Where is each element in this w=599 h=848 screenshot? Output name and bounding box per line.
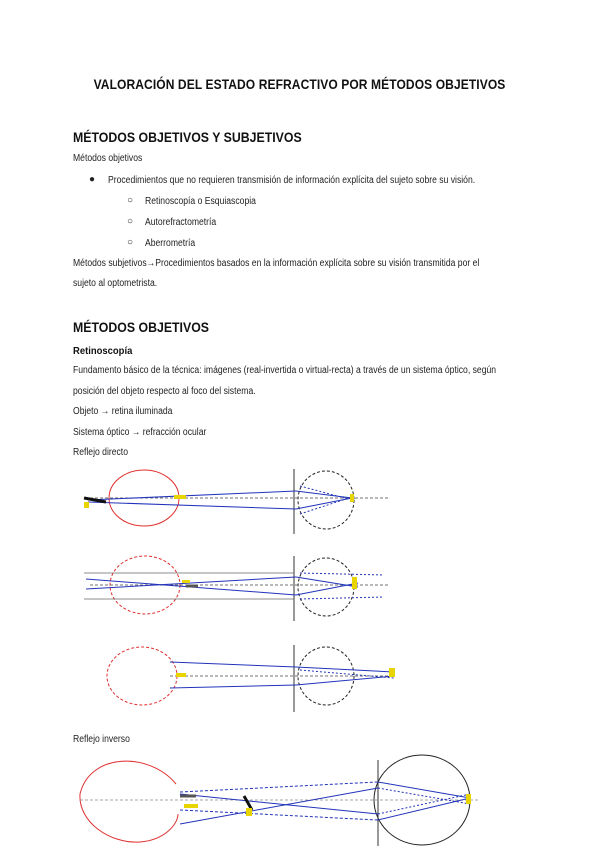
diagram-reflejo-directo-1: [0, 464, 599, 536]
sub-bullet-circle-icon: ○: [127, 216, 134, 227]
ray: [378, 798, 470, 820]
text-fundamento-line1: Fundamento básico de la técnica: imágenes (real-invertida o virtual-recta) a través de un sistema óptico, según: [73, 365, 497, 376]
subitem-aberrometria: Aberrometría: [145, 238, 196, 249]
text-objeto: Objeto → retina iluminada: [73, 406, 173, 417]
ray: [180, 794, 378, 814]
section-heading-metodos-objetivos: MÉTODOS OBJETIVOS: [73, 319, 210, 335]
paragraph-subjetivos-line2: sujeto al optometrista.: [73, 278, 158, 289]
patient-eye: [80, 761, 178, 842]
ray: [88, 502, 296, 509]
ray: [88, 491, 296, 500]
ray: [300, 597, 384, 599]
ray: [180, 782, 378, 792]
diagram-reflejo-inverso: [0, 752, 599, 848]
section-heading-objetivos-subjetivos: MÉTODOS OBJETIVOS Y SUBJETIVOS: [73, 129, 302, 145]
bullet-dot-icon: ●: [89, 174, 96, 185]
light-source-icon: [176, 673, 186, 677]
patient-eye: [107, 647, 177, 705]
paragraph-subjetivos-line1: Métodos subjetivos→Procedimientos basados en la información explícita sobre su visión transmitida por el: [73, 258, 480, 269]
ray: [378, 794, 470, 814]
light-source-icon: [466, 794, 471, 804]
bullet-procedimientos: Procedimientos que no requieren transmisión de información explícita del sujeto sobre su visión.: [108, 175, 476, 186]
label-reflejo-directo: Reflejo directo: [73, 447, 128, 458]
ray: [170, 662, 296, 667]
sub-bullet-circle-icon: ○: [127, 237, 134, 248]
page-title: VALORACIÓN DEL ESTADO REFRACTIVO POR MÉTODOS OBJETIVOS: [93, 76, 506, 92]
ray: [296, 667, 394, 672]
subheading-retinoscopia: Retinoscopía: [73, 345, 133, 357]
ray: [296, 676, 394, 685]
label-metodos-objetivos: Métodos objetivos: [73, 153, 143, 164]
light-source-icon: [184, 804, 198, 808]
ray: [170, 685, 296, 688]
subitem-autorefractometria: Autorefractometría: [145, 217, 217, 228]
diagram-reflejo-directo-2: [0, 553, 599, 623]
light-source-icon: [246, 808, 252, 816]
ray: [300, 573, 384, 575]
sub-bullet-circle-icon: ○: [127, 195, 134, 206]
observer-eye: [298, 471, 354, 529]
observer-eye: [298, 558, 354, 616]
light-source-icon: [352, 577, 357, 589]
ray: [296, 577, 358, 587]
light-source-icon: [174, 495, 186, 499]
text-fundamento-line2: posición del objeto respecto al foco del sistema.: [73, 386, 256, 397]
light-source-icon: [182, 580, 190, 583]
light-source-icon: [389, 668, 395, 677]
label-reflejo-inverso: Reflejo inverso: [73, 734, 130, 745]
subitem-retinoscopia: Retinoscopía o Esquiascopia: [145, 196, 256, 207]
diagram-reflejo-directo-3: [0, 640, 599, 715]
light-source-icon: [350, 494, 354, 502]
ray: [180, 788, 378, 824]
text-sistema-optico: Sistema óptico → refracción ocular: [73, 427, 207, 438]
light-source-icon: [84, 502, 89, 508]
